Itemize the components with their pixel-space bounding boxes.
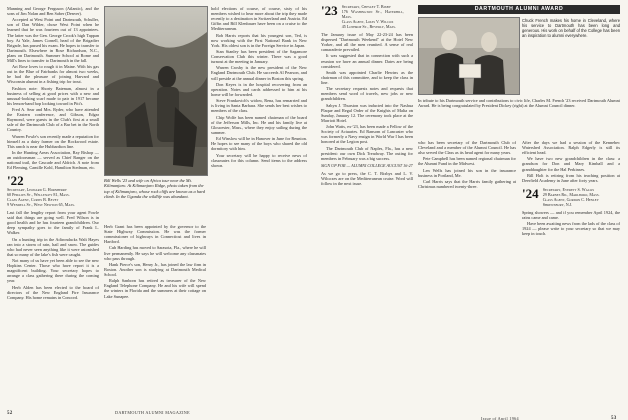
text-paragraph: Hank Pierce's son, Henry Jr., has joined the law firm in Boston. Another son is studying at Dartmouth Medical School. bbox=[104, 261, 206, 278]
safari-photo bbox=[104, 6, 208, 176]
text-paragraph: The January issue of May 22-23-24 has been dispersed "Dartmouth Weekend" at the Hotel New Yorker, and all the men reunited. A sense of real camaraderie prevailed. bbox=[321, 32, 413, 53]
text-paragraph: In the Hunting Areas Association, Ray Bishop — an outdoorsman — served as Chief Ranger on the national trail, the Cascade and Aldrich. A note from Ed Fleming, Camille Kohl, Hamilton Stedman, etc. bbox=[7, 150, 99, 171]
text-paragraph: Len Wells has joined his son in the insurance business in Portland, Me. bbox=[418, 167, 516, 178]
text-paragraph: We have two new grandchildren in the class: a grandson for Don and Mary Kimball and a granddaughter for the Hal Perkinses. bbox=[522, 156, 620, 172]
class-secretary: Secretary, Everett S. Wallis 29 Barnes Rd., Marlboro, Mass. Class Agent, Gordon C. Henley Shrewsbury, N.J. bbox=[542, 186, 600, 207]
text-paragraph: who has been secretary of the Dartmouth Club of Cleveland and a member of the Alumni Council. He has also served the Class as its head agent for many years. bbox=[418, 140, 516, 156]
text-paragraph: Pete Campbell has been named regional chairman for the Alumni Fund in the Midwest. bbox=[418, 156, 516, 167]
text-paragraph: As we go to press, the C. T. Bixbys and L. V. Wilcoxes are on the Mediterranean cruise. Word will follow in the next issue. bbox=[321, 170, 413, 186]
text-paragraph: On a hunting trip in the Adirondacks Walt Hayes ran into a storm of rain, hail and snow. The guides who had never seen anything like it were astonished that so many of the lake's fish were caught. bbox=[7, 236, 99, 257]
text-paragraph: Art Rose loves to rough it in Maine. With his gas out in the Blue of Fairbanks for almost two weeks, he had the pleasure of joining Harvard and Wisconsin alumni in a fishing trip for trout. bbox=[7, 64, 99, 85]
class-year: '24 bbox=[522, 185, 539, 201]
text-paragraph: Manning and George Ferguson (Atlantic), and the sons of Jim Nolan and Ben Saber (Denver). bbox=[7, 6, 99, 17]
text-paragraph: After the days we had a session of the Kennebec Watershed Association. Ralph Edgerly is still its efficient head. bbox=[522, 140, 620, 156]
right-col-1 bbox=[321, 4, 413, 400]
issue-label: Issue of April 1964 bbox=[481, 416, 519, 420]
page-number: 52 bbox=[7, 411, 13, 416]
text-paragraph: Ed Winslow will be in Hanover in June for Reunion. He hopes to see many of the boys who shared the old dormitory with him. bbox=[211, 136, 307, 152]
award-banner: DARTMOUTH ALUMNI AWARD bbox=[418, 5, 620, 14]
text-paragraph: hold elections of course, of course, sixty of his members wished to hear more about the trip they made recently to a destination in Switzerland and Austria. Ed Giffin and Bill Klenbauer have been on a cruise to the Mediterranean. bbox=[211, 6, 307, 32]
left-footer bbox=[7, 410, 307, 416]
right-page bbox=[314, 0, 628, 420]
award-caption: In tribute to his Dartmouth service and contributions to civic life, Charles M. French '23 received Dartmouth Alumni Award. He is being congratulated by President Dickey (right) at the Alumni Council dinner. bbox=[418, 98, 620, 109]
text-paragraph: Fred A. Sear and Mrs. Ryder, who have attended the Eastern conference, and Gibson, Edgar Raymond, were guests in the Club's first at a small sale of the Dartmouth Club of a Bar bet in the North Country. bbox=[7, 107, 99, 133]
right-col-2 bbox=[418, 140, 516, 400]
text-paragraph: Accepted at West Point and Dartmouth, Schuller, son of Dan Wilder, chose West Point when he learned that he was fourteen out of 13 appointees. The latter was the Gen. George Crook's high Tappan boy. At Yale, James Cornell, head of the Brigadier Brigade, has passed his exam. He hopes to transfer to Dartmouth. Elsewhere in Rose Richardson, N.C., plans on Dartmouth. Summer School at Rome and Mill's lines to transfer to Dartmouth in the fall. bbox=[7, 17, 99, 63]
text-paragraph: Fashion note: Shorty Bateman, almost in a business of selling at good prices with a new and unusual-looking scarf made to pair in 1917 became his lemon-band hop looking toward in Pitt's. bbox=[7, 85, 99, 106]
photo-caption: Bill Wells '23 and wife on Africa tour near the Mt. Kilimanjaro. At Kilimanjaro Ridge, photo taken from the top of Kilimanjaro, whose rock cliffs are known as a hard climb. In the Uganda the wildlife was abundant. bbox=[104, 178, 205, 200]
text-paragraph: Sabyn J. Thurston was inducted into the Nashua Plaque and Regal Order of the Knights of Malta on Sunday, January 12. The ceremony took place at the Marriott Hotel. bbox=[321, 102, 413, 123]
award-quote: Chuck French makes his home in Cleveland, where his service to Dartmouth has been long and generous. His work on behalf of the College has been an inspiration to alumni everywhere. bbox=[522, 18, 620, 38]
safari-photo-image bbox=[105, 7, 207, 175]
class-secretary: Secretary, Leonard G. Hornberry 60 Phillips St., Wellesley 81, Mass. Class Agent, Curtis B. Revet 9 Wendell St., West Newton 65, Mass. bbox=[7, 187, 75, 208]
alumni-college-notice: SIGN UP FOR — ALUMNI COLLEGE AUGUST 16-27 bbox=[321, 162, 413, 168]
class-23-header bbox=[321, 4, 413, 29]
class-24-header bbox=[522, 187, 620, 207]
text-paragraph: Smith was appointed Charlie Hewins as the chairman of this committee, and to keep the class in line. bbox=[321, 69, 413, 86]
text-paragraph: The secretary requests notes and requests that members send word of travels, new jobs or new grandchildren. bbox=[321, 86, 413, 102]
text-paragraph: Your secretary will be happy to receive news of classmates for this column. Send items to the address shown. bbox=[211, 152, 307, 168]
left-col-2 bbox=[104, 224, 206, 400]
text-paragraph: Herb Alden has been elected to the board of directors of the New England Fire Insurance Company. His home remains in Concord. bbox=[7, 284, 99, 300]
class-year: '22 bbox=[7, 173, 24, 189]
award-photo bbox=[418, 17, 520, 95]
text-paragraph: Don Keyes is in the hospital recovering from an operation. Notes and cards addressed to him at his home will be forwarded. bbox=[211, 81, 307, 97]
text-paragraph: Ralph Sanborn has retired as treasurer of the New England Telephone Company. He and his wife will spend the winters in Florida and the summers at their cottage on Lake Sunapee. bbox=[104, 278, 206, 299]
text-paragraph: John Watts, ex-'23, has been made a Fellow of the Society of Actuaries. Ed Ransom of Lancaster who was formerly a Navy ensign in World War I has been honored at the Legion post. bbox=[321, 124, 413, 145]
class-year: '23 bbox=[321, 4, 338, 18]
text-paragraph: Bob Harris reports that his youngest son, Ted, is now working with the First National Bank in New York. His oldest son is in the Foreign Service in Japan. bbox=[211, 32, 307, 48]
text-paragraph: Stan Stanley has been president of the Sagamore Conservation Club this winter. There was a good turnout at the meeting in January. bbox=[211, 48, 307, 65]
magazine-title: DARTMOUTH ALUMNI MAGAZINE bbox=[115, 410, 190, 415]
text-paragraph: Warren Crosby is the new president of the New England Dartmouth Club. He succeeds Al Pearson, and will preside at the annual dinner in Boston this spring. bbox=[211, 65, 307, 81]
right-col-3 bbox=[522, 140, 620, 400]
text-paragraph: It was suggested that in connection with such a reunion we have an annual dinner. Dates are being considered. bbox=[321, 53, 413, 69]
text-paragraph: Steve Frankovich's widow, Rena, has remarried and is living in Santa Barbara. She sends her best wishes to members of the class. bbox=[211, 98, 307, 114]
text-paragraph: Carl Harris says that the Harris family gathering at Christmas numbered twenty-three. bbox=[418, 179, 516, 190]
text-paragraph: Chip Wolfe has been named chairman of the board of the Jefferson Mills, Inc. He and his family live at Gloucester, Mass., where they enjoy sailing during the summer. bbox=[211, 114, 307, 135]
left-col-3 bbox=[211, 6, 307, 400]
text-paragraph: Warren Fowle's son recently made a reputation for himself as a dairy farmer on the Rockwood estate. This ranch is near the Hubbardton line. bbox=[7, 133, 99, 149]
class-secretary: Secretary, Chesley T. Bixby 176 Washington St., Haverhill, Mass. Class Agent, Louis V. Wilcox 45 Lothrop St., Beverly, Mass. bbox=[341, 4, 404, 29]
text-paragraph: Not many of us have yet been able to see the new Hopkins Center. Those who have report it is a magnificent building. Your secretary hopes to arrange a class gathering there during the coming year. bbox=[7, 258, 99, 284]
page-number: 53 bbox=[611, 416, 617, 420]
award-photo-image bbox=[419, 18, 519, 94]
text-paragraph: Last fall the lengthy report from your agent Fowle said that things are going well. Fred Wilson is in good health and he has fourteen grandchildren. Our deep sympathy goes to the family of Frank L. Walker. bbox=[7, 210, 99, 236]
text-paragraph: Spring showers — and if you remember April 1924, the rains came and came. bbox=[522, 209, 620, 221]
text-paragraph: Herb Grant has been appointed by the governor to the State Highway Commission. He was the former commissioner of highways in Connecticut and lives in Hartford. bbox=[104, 224, 206, 245]
text-paragraph: Bill Holt is retiring from his teaching position at Deerfield Academy in June after forty years. bbox=[522, 172, 620, 183]
class-22-header bbox=[7, 174, 99, 207]
text-paragraph: The Dartmouth Club of Naples, Fla., has a new president: our own Dick Treadway. The outing for members in February was a big success. bbox=[321, 145, 413, 161]
text-paragraph: Cub Harding has moved to Sarasota, Fla., where he will live permanently. He says he will welcome any classmates who pass through. bbox=[104, 245, 206, 261]
text-paragraph: Have been awaiting news from the lads of the class of 1924 — please write to your secretary so that we may keep in touch. bbox=[522, 221, 620, 237]
left-col-1 bbox=[7, 6, 99, 400]
